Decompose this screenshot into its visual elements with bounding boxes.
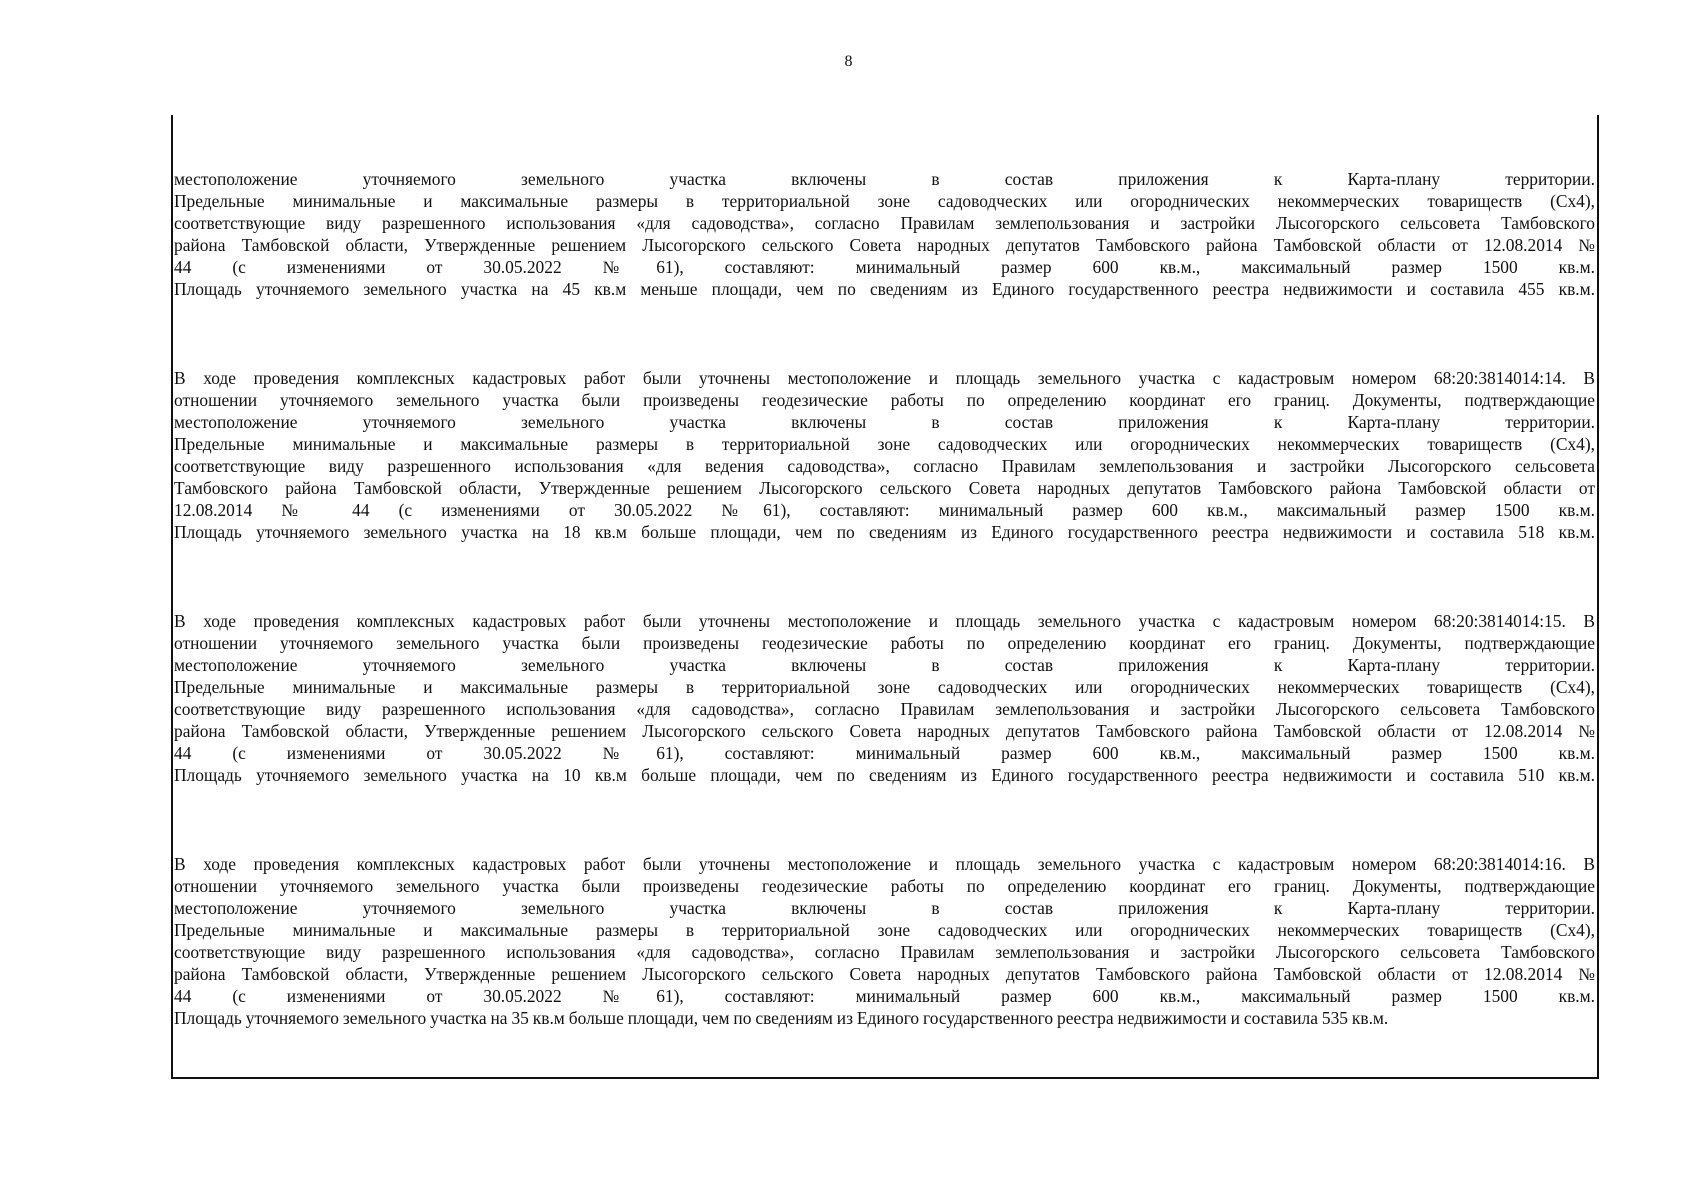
text-line: отношении уточняемого земельного участка были произведены геодезические работы по определению координат его границ. Документы, подтверждающие xyxy=(174,390,1595,410)
text-line: Площадь уточняемого земельного участка на 18 кв.м больше площади, чем по сведениям из Единого государственного реестра недвижимости и составила 518 кв.м. xyxy=(174,522,1595,542)
text-line: В ходе проведения комплексных кадастровых работ были уточнены местоположение и площадь земельного участка с кадастровым номером 68:20:3814014:16. В xyxy=(174,854,1595,874)
text-line: отношении уточняемого земельного участка были произведены геодезические работы по определению координат его границ. Документы, подтверждающие xyxy=(174,876,1595,896)
text-line-last: Площадь уточняемого земельного участка на 35 кв.м больше площади, чем по сведениям из Единого государственного реестра недвижимости и составила 535 кв.м. xyxy=(174,1008,1389,1028)
text-line: Предельные минимальные и максимальные размеры в территориальной зоне садоводческих или огороднических некоммерческих товариществ (Сх4), xyxy=(174,434,1595,454)
text-line: Тамбовского района Тамбовской области, Утвержденные решением Лысогорского сельского Совета народных депутатов Тамбовского района Тамбовской области от xyxy=(174,478,1595,498)
text-line: соответствующие виду разрешенного использования «для садоводства», согласно Правилам землепользования и застройки Лысогорского сельсовета Тамбовского xyxy=(174,942,1595,962)
text-line: Предельные минимальные и максимальные размеры в территориальной зоне садоводческих или огороднических некоммерческих товариществ (Сх4), xyxy=(174,191,1595,211)
paragraph-block-1 xyxy=(174,168,1595,300)
paragraph-block-4 xyxy=(174,853,1595,1029)
text-line: соответствующие виду разрешенного использования «для ведения садоводства», согласно Правилам землепользования и застройки Лысогорского сельсовета xyxy=(174,456,1595,476)
text-line: района Тамбовской области, Утвержденные решением Лысогорского сельского Совета народных депутатов Тамбовского района Тамбовской области от 12.08.2014 № xyxy=(174,964,1595,984)
text-line: Площадь уточняемого земельного участка на 45 кв.м меньше площади, чем по сведениям из Единого государственного реестра недвижимости и составила 455 кв.м. xyxy=(174,279,1595,299)
paragraph-block-2 xyxy=(174,367,1595,543)
text-line: 44 (с изменениями от 30.05.2022 №61), составляют: минимальный размер 600 кв.м., максимальный размер 1500 кв.м. xyxy=(174,986,1595,1006)
text-line: В ходе проведения комплексных кадастровых работ были уточнены местоположение и площадь земельного участка с кадастровым номером 68:20:3814014:15. В xyxy=(174,611,1595,631)
text-line: местоположение уточняемого земельного участка включены в состав приложения к Карта-плану территории. xyxy=(174,655,1595,675)
text-line: местоположение уточняемого земельного участка включены в состав приложения к Карта-плану территории. xyxy=(174,898,1595,918)
text-line: отношении уточняемого земельного участка были произведены геодезические работы по определению координат его границ. Документы, подтверждающие xyxy=(174,633,1595,653)
text-line: местоположение уточняемого земельного участка включены в состав приложения к Карта-плану территории. xyxy=(174,169,1595,189)
text-line: соответствующие виду разрешенного использования «для садоводства», согласно Правилам землепользования и застройки Лысогорского сельсовета Тамбовского xyxy=(174,213,1595,233)
text-line: В ходе проведения комплексных кадастровых работ были уточнены местоположение и площадь земельного участка с кадастровым номером 68:20:3814014:14. В xyxy=(174,368,1595,388)
text-line: Предельные минимальные и максимальные размеры в территориальной зоне садоводческих или огороднических некоммерческих товариществ (Сх4), xyxy=(174,677,1595,697)
text-line: 44 (с изменениями от 30.05.2022 №61), составляют: минимальный размер 600 кв.м., максимальный размер 1500 кв.м. xyxy=(174,257,1595,277)
text-line: соответствующие виду разрешенного использования «для садоводства», согласно Правилам землепользования и застройки Лысогорского сельсовета Тамбовского xyxy=(174,699,1595,719)
text-line: 44 (с изменениями от 30.05.2022 №61), составляют: минимальный размер 600 кв.м., максимальный размер 1500 кв.м. xyxy=(174,743,1595,763)
text-line: района Тамбовской области, Утвержденные решением Лысогорского сельского Совета народных депутатов Тамбовского района Тамбовской области от 12.08.2014 № xyxy=(174,721,1595,741)
text-line: 12.08.2014 № 44 (с изменениями от 30.05.2022 №61), составляют: минимальный размер 600 кв.м., максимальный размер 1500 кв.м. xyxy=(174,500,1595,520)
page-number: 8 xyxy=(844,53,853,70)
text-line: местоположение уточняемого земельного участка включены в состав приложения к Карта-плану территории. xyxy=(174,412,1595,432)
text-line: Площадь уточняемого земельного участка на 10 кв.м больше площади, чем по сведениям из Единого государственного реестра недвижимости и составила 510 кв.м. xyxy=(174,765,1595,785)
paragraph-block-3 xyxy=(174,610,1595,786)
text-line: Предельные минимальные и максимальные размеры в территориальной зоне садоводческих или огороднических некоммерческих товариществ (Сх4), xyxy=(174,920,1595,940)
text-line: района Тамбовской области, Утвержденные решением Лысогорского сельского Совета народных депутатов Тамбовского района Тамбовской области от 12.08.2014 № xyxy=(174,235,1595,255)
